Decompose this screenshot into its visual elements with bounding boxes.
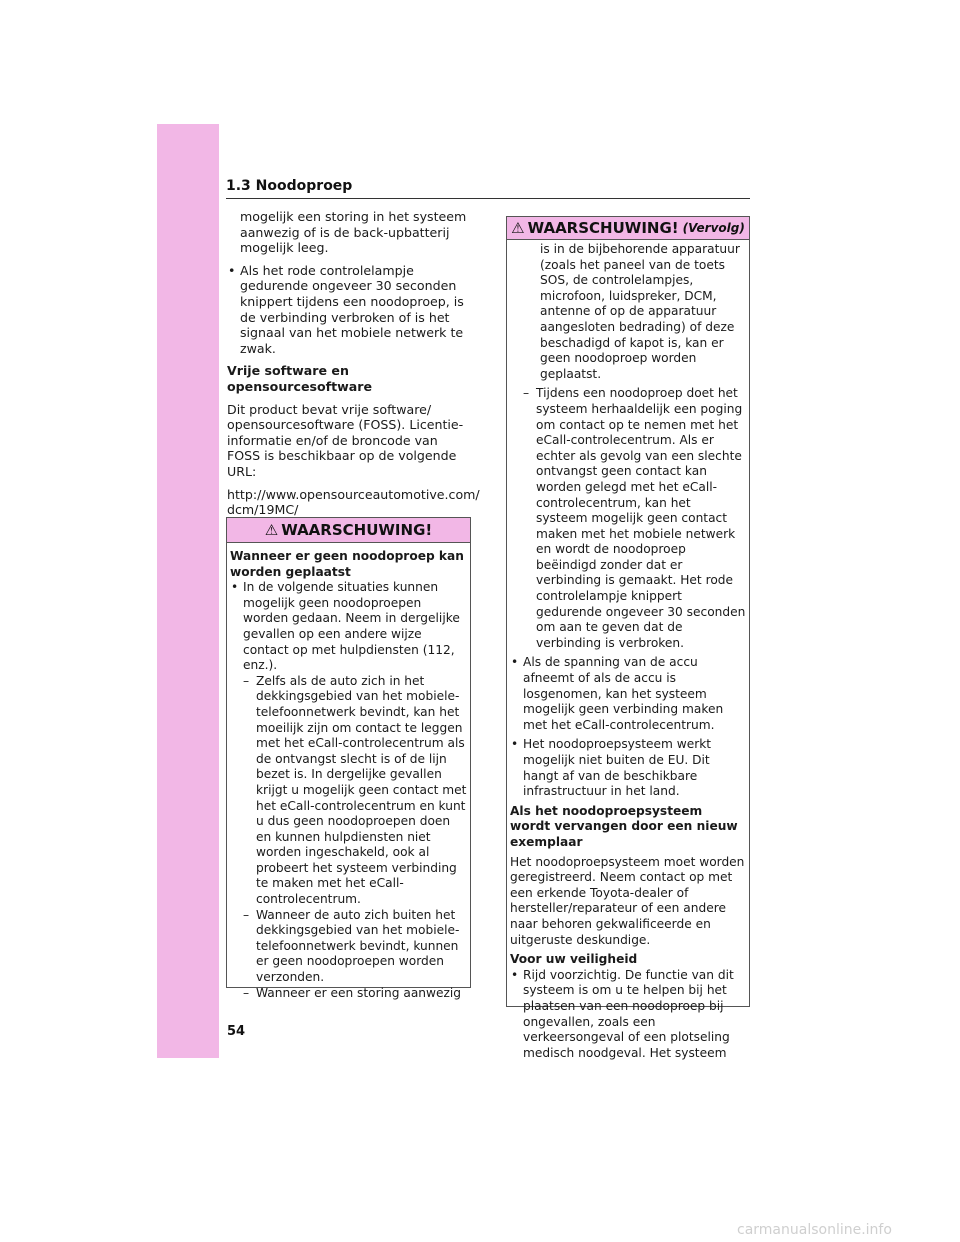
page-side-band xyxy=(157,124,219,1058)
replacement-heading: Als het noodoproepsysteem wordt vervangen door een nieuw exemplaar xyxy=(510,803,738,849)
warning-continued-title: WAARSCHUWING! xyxy=(527,219,679,237)
warning-box xyxy=(226,517,471,1000)
warning-continued-bullet-1: • Als de spanning van de accu afneemt of als de accu is losgenomen, kan het systeem mogelijk geen verbinding maken met het eCall-controlecentrum. xyxy=(510,655,746,733)
safety-heading: Voor uw veiligheid xyxy=(510,952,638,967)
warning-title: WAARSCHUWING! xyxy=(281,521,433,539)
replacement-text: Het noodoproepsysteem moet worden geregistreerd. Neem contact op met een erkende Toyota-dealer of hersteller/reparateur of een andere naar behoren gekwalificeerde en uitgeruste deskundige. xyxy=(510,854,745,947)
warning-continued-box xyxy=(506,239,750,1060)
left-column xyxy=(227,209,480,525)
foss-text: Dit product bevat vrije software/ opensourcesoftware (FOSS). Licentie-informatie en/of de broncode van FOSS is beschikbaar op de volgende URL: xyxy=(227,401,464,479)
foss-url: http://www.opensourceautomotive.com/ dcm/19MC/ xyxy=(227,486,480,518)
warning-bullet: • In de volgende situaties kunnen mogelijk geen noodoproepen worden gedaan. Neem in dergelijke gevallen op een andere wijze contact op met hulpdiensten (112, enz.). xyxy=(230,580,467,674)
warning-dash-3: – Wanneer er een storing aanwezig xyxy=(230,986,467,1002)
warning-title-bar xyxy=(227,518,470,543)
page-number: 54 xyxy=(227,1024,246,1039)
warning-continued-label: (Vervolg) xyxy=(682,221,745,235)
safety-bullet: • Rijd voorzichtig. De functie van dit systeem is om u te helpen bij het plaatsen van een noodoproep bij ongevallen, zoals een verkeersongeval of een plotseling medisch noodgeval. Het systeem xyxy=(510,968,746,1062)
warning-continued-title-bar xyxy=(506,216,750,240)
warning-triangle-icon: ⚠ xyxy=(511,219,525,237)
warning-continued-body xyxy=(507,240,749,1069)
warning-dash-2: – Wanneer de auto zich buiten het dekkingsgebied van het mobiele-telefoonnetwerk bevindt, kunnen er geen noodoproepen worden verzonden. xyxy=(230,908,467,986)
warning-body xyxy=(227,543,470,1005)
foss-heading: Vrije software en opensourcesoftware xyxy=(227,363,373,394)
warning-dash-1: – Zelfs als de auto zich in het dekkingsgebied van het mobiele-telefoonnetwerk bevindt, kan het moeilijk zijn om contact te leggen met het eCall-controlecentrum als de ontvangst slecht is of de lijn bezet is. In dergelijke gevallen krijgt u mogelijk geen contact met het eCall-controlecentrum en kunt u dus geen noodoproepen doen en kunnen hulpdiensten niet worden ingeschakeld, ook al probeert het systeem verbinding te maken met het eCall-controlecentrum. xyxy=(230,674,467,908)
watermark: carmanualsonline.info xyxy=(737,1222,892,1238)
bullet-red-lamp: • Als het rode controlelampje gedurende ongeveer 30 seconden knippert tijdens een noodoproep, is de verbinding verbroken of is het signaal van het mobiele netwerk te zwak. xyxy=(227,263,472,357)
warning-continued-text: is in de bijbehorende apparatuur (zoals het paneel van de toets SOS, de controlelampjes, microfoon, luidspreker, DCM, antenne of op de apparatuur aangesloten bedrading) of deze beschadigd of kapot is, kan er geen noodoproep worden geplaatst. xyxy=(540,242,740,381)
warning-heading: Wanneer er geen noodoproep kan worden geplaatst xyxy=(230,549,464,579)
warning-continued-bullet-2: • Het noodoproepsysteem werkt mogelijk niet buiten de EU. Dit hangt af van de beschikbare infrastructuur in het land. xyxy=(510,737,746,799)
warning-triangle-icon: ⚠ xyxy=(264,521,279,539)
warning-continued-dash: – Tijdens een noodoproep doet het systeem herhaaldelijk een poging om contact op te nemen met het eCall-controlecentrum. Als er echter als gevolg van een slechte ontvangst geen contact kan worden gelegd met het eCall-controlecentrum, kan het systeem mogelijk geen contact maken met het mobiele netwerk en wordt de noodoproep beëindigd zonder dat er verbinding is gemaakt. Het rode controlelampje knippert gedurende ongeveer 30 seconden om aan te geven dat de verbinding is verbroken. xyxy=(510,386,746,651)
paragraph-continuation: mogelijk een storing in het systeem aanwezig of is de back-upbatterij mogelijk leeg. xyxy=(240,209,467,256)
section-header: 1.3 Noodoproep xyxy=(226,178,750,199)
